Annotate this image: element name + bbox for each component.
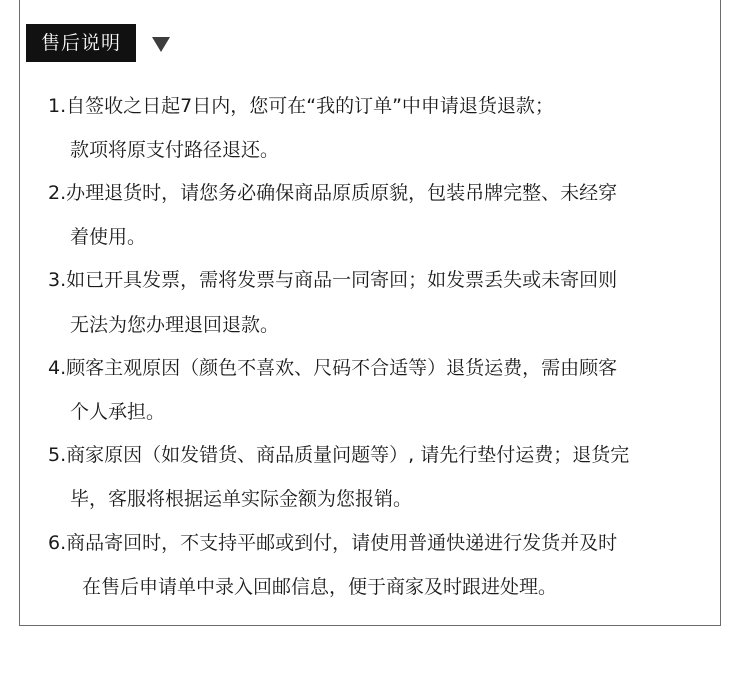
list-item-text: 如已开具发票，需将发票与商品一同寄回；如发票丢失或未寄回则 xyxy=(66,269,618,291)
list-item-6-line-1 xyxy=(48,531,617,555)
list-item-text: 自签收之日起7日内，您可在“我的订单”中申请退货退款； xyxy=(66,95,554,117)
list-item-6-line-2: 在售后申请单中录入回邮信息，便于商家及时跟进处理。 xyxy=(82,576,558,598)
list-item-number: 4. xyxy=(48,357,67,379)
list-item-text: 办理退货时，请您务必确保商品原质原貌，包装吊牌完整、未经穿 xyxy=(66,182,618,204)
list-item-text: 商家原因（如发错货、商品质量问题等）, 请先行垫付运费；退货完 xyxy=(66,444,630,466)
list-item-1-line-2: 款项将原支付路径退还。 xyxy=(70,139,280,161)
list-item-4-line-1 xyxy=(48,356,617,380)
section-title: 售后说明 xyxy=(26,24,136,62)
list-item-number: 3. xyxy=(48,269,67,291)
list-item-text: 顾客主观原因（颜色不喜欢、尺码不合适等）退货运费，需由顾客 xyxy=(66,357,618,379)
list-item-number: 2. xyxy=(48,182,67,204)
list-item-1-line-1 xyxy=(48,94,554,118)
list-item-number: 5. xyxy=(48,444,67,466)
triangle-down-icon[interactable] xyxy=(152,37,170,52)
list-item-text: 商品寄回时，不支持平邮或到付，请使用普通快递进行发货并及时 xyxy=(66,532,618,554)
list-item-number: 1. xyxy=(48,95,67,117)
list-item-4-line-2: 个人承担。 xyxy=(70,401,166,423)
list-item-3-line-1 xyxy=(48,268,617,292)
list-item-3-line-2: 无法为您办理退回退款。 xyxy=(70,314,280,336)
list-item-5-line-2: 毕，客服将根据运单实际金额为您报销。 xyxy=(70,488,413,510)
list-item-2-line-1 xyxy=(48,181,617,205)
list-item-2-line-2: 着使用。 xyxy=(70,226,147,248)
list-item-5-line-1 xyxy=(48,443,629,467)
list-item-number: 6. xyxy=(48,532,67,554)
